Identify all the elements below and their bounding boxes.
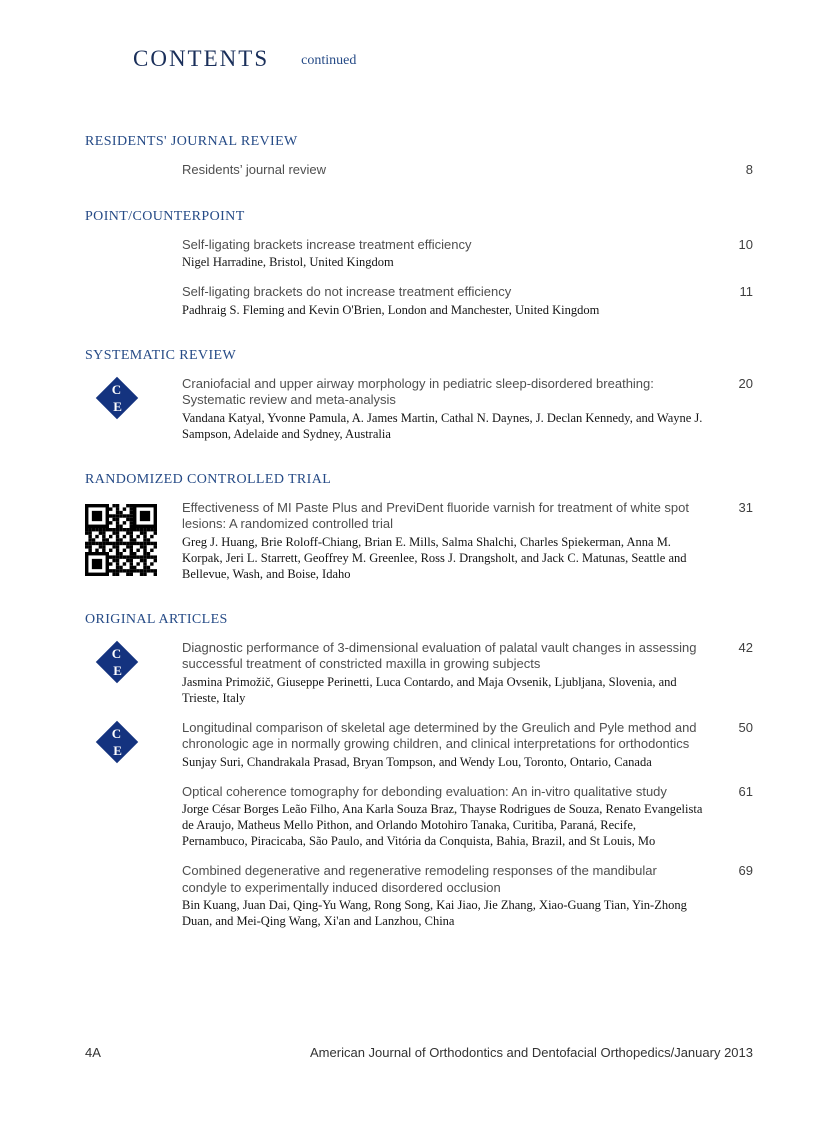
article-row: [85, 863, 753, 929]
footer-folio: 4A: [85, 1045, 101, 1060]
article-page-number: 61: [738, 783, 753, 799]
article-title: Combined degenerative and regenerative remodeling responses of the mandibular condyle to experimentally induced disordered occlusion: [182, 863, 657, 895]
article-icon-col: [85, 284, 182, 318]
section-articles: [85, 500, 753, 582]
article-authors: Jasmina Primožič, Giuseppe Perinetti, Luca Contardo, and Maja Ovsenik, Ljubljana, Slovenia, and Trieste, Italy: [182, 674, 677, 705]
article-authors: Padhraig S. Fleming and Kevin O'Brien, London and Manchester, United Kingdom: [182, 302, 600, 317]
article-title: Optical coherence tomography for debonding evaluation: An in-vitro qualitative study: [182, 783, 667, 799]
article-authors: Nigel Harradine, Bristol, United Kingdom: [182, 255, 394, 269]
ce-credit-icon: [96, 376, 138, 418]
article-row: [85, 237, 753, 271]
ce-credit-icon: [96, 640, 138, 682]
article-title: Self-ligating brackets do not increase treatment efficiency: [182, 284, 512, 299]
article-title: Craniofacial and upper airway morphology in pediatric sleep-disordered breathing: Systematic review and meta-analysis: [182, 375, 654, 407]
article-icon-col: [85, 237, 182, 271]
article-main: [182, 500, 703, 582]
contents-header: [133, 46, 753, 72]
contents-continued-label: continued: [301, 53, 357, 68]
article-main: [182, 640, 703, 706]
ce-letter-e: E: [113, 398, 123, 414]
article-main: [182, 376, 703, 442]
ce-letter-e: E: [113, 662, 123, 678]
ce-credit-icon: [96, 720, 138, 762]
article-page-number: 31: [738, 499, 753, 515]
article-page-number: 42: [738, 639, 753, 655]
footer-journal-line: American Journal of Orthodontics and Dentofacial Orthopedics/January 2013: [310, 1045, 753, 1060]
article-icon-col: [85, 784, 182, 850]
article-icon-col: [85, 863, 182, 929]
article-authors: Vandana Katyal, Yvonne Pamula, A. James Martin, Cathal N. Daynes, J. Declan Kennedy, and Wayne J. Sampson, Adelaide and Sydney, Australia: [182, 410, 703, 441]
article-title: Residents’ journal review: [182, 162, 327, 177]
article-title: Diagnostic performance of 3-dimensional evaluation of palatal vault changes in assessing successful treatment of constricted maxilla in growing subjects: [182, 639, 697, 671]
article-row: [85, 376, 753, 442]
article-authors: Bin Kuang, Juan Dai, Qing-Yu Wang, Rong Song, Kai Jiao, Jie Zhang, Xiao-Guang Tian, Yin-Zhong Duan, and Mei-Qing Wang, Xi'an and Lanzhou, China: [182, 898, 687, 928]
article-row: [85, 784, 753, 850]
section-heading: ORIGINAL ARTICLES: [85, 611, 228, 627]
article-main: [182, 284, 703, 318]
article-main: [182, 784, 703, 850]
toc-section: [85, 134, 753, 179]
article-main: [182, 237, 703, 271]
section-heading: SYSTEMATIC REVIEW: [85, 347, 237, 363]
article-title: Self-ligating brackets increase treatment efficiency: [182, 236, 472, 252]
article-icon-col: [85, 640, 182, 706]
article-main: [182, 863, 703, 929]
ce-letter-e: E: [113, 742, 123, 758]
page-footer: [85, 1045, 753, 1060]
contents-title: CONTENTS: [133, 46, 270, 71]
toc-section: [85, 348, 753, 442]
article-title: Longitudinal comparison of skeletal age determined by the Greulich and Pyle method and chronologic age in normally growing children, and clinical interpretations for orthodontics: [182, 719, 697, 751]
article-icon-col: [85, 720, 182, 770]
article-row: [85, 640, 753, 706]
ce-letter-c: C: [111, 725, 122, 741]
article-row: [85, 162, 753, 179]
article-authors: Jorge César Borges Leão Filho, Ana Karla Souza Braz, Thayse Rodrigues de Souza, Renato Evangelista de Araujo, Matheus Mello Pithon, and Orlando Motohiro Tanaka, Curitiba, Paraná, Recife, Pernambuco, Piracicaba, São Paulo, and Vitória da Conquista, Bahia, Brazil, and St Louis, Mo: [182, 802, 703, 848]
toc-section: [85, 612, 753, 930]
article-page-number: 11: [739, 284, 753, 299]
article-authors: Sunjay Suri, Chandrakala Prasad, Bryan Tompson, and Wendy Lou, Toronto, Ontario, Canada: [182, 754, 652, 769]
article-icon-col: [85, 500, 182, 582]
toc-section: [85, 472, 753, 582]
article-page-number: 8: [745, 162, 753, 177]
section-heading: RESIDENTS' JOURNAL REVIEW: [85, 134, 298, 149]
article-icon-col: [85, 376, 182, 442]
article-page-number: 50: [738, 719, 753, 735]
article-icon-col: [85, 162, 182, 179]
article-row: [85, 500, 753, 582]
section-heading: POINT/COUNTERPOINT: [85, 208, 245, 224]
qr-code-icon: [85, 504, 157, 576]
toc-section: [85, 209, 753, 318]
article-row: [85, 720, 753, 770]
article-main: [182, 720, 703, 770]
section-articles: [85, 162, 753, 179]
article-page-number: 10: [738, 236, 753, 252]
article-row: [85, 284, 753, 318]
ce-letter-c: C: [111, 645, 122, 661]
toc-sections: [85, 134, 753, 929]
article-main: [182, 162, 703, 179]
section-heading: RANDOMIZED CONTROLLED TRIAL: [85, 471, 332, 487]
section-articles: [85, 237, 753, 318]
article-page-number: 20: [738, 375, 753, 391]
section-articles: [85, 376, 753, 442]
article-page-number: 69: [738, 863, 753, 878]
ce-letter-c: C: [111, 381, 122, 397]
article-title: Effectiveness of MI Paste Plus and PreviDent fluoride varnish for treatment of white spot lesions: A randomized controlled trial: [182, 499, 690, 531]
article-authors: Greg J. Huang, Brie Roloff-Chiang, Brian E. Mills, Salma Shalchi, Charles Spiekerman, Anna M. Korpak, Jeri L. Starrett, Geoffrey M. Greenlee, Ross J. Drangsholt, and Jack C. Matunas, Seattle and Bellevue, Wash, and Boise, Idaho: [182, 534, 687, 581]
section-articles: [85, 640, 753, 930]
